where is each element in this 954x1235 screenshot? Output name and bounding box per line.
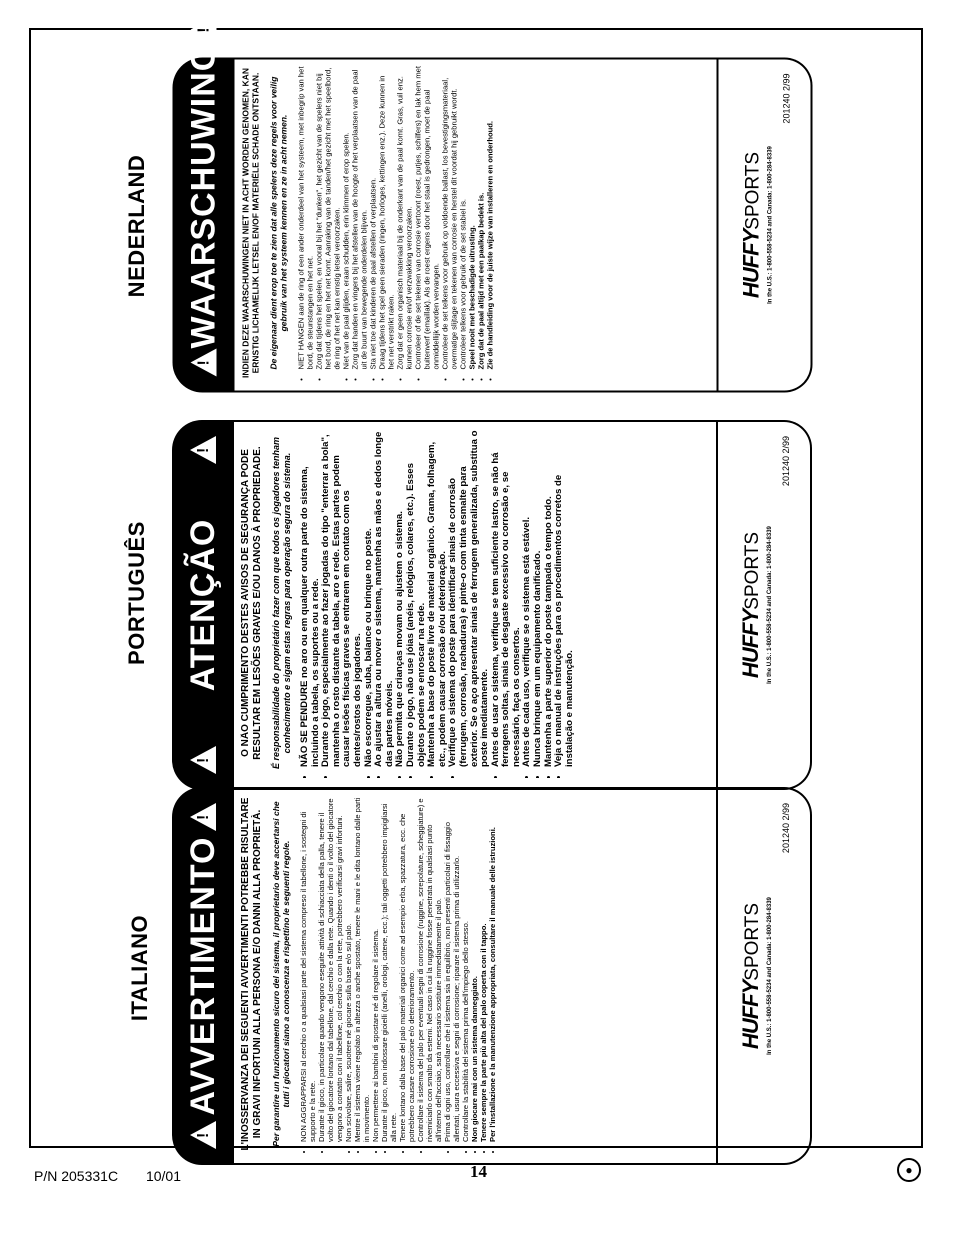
panel-owner-note-pt: É responsabilidade do proprietário fazer com que todos os jogadores tenham conhecimento e sigam estas regras para operação segura do sistema. [271,436,292,770]
rule-item: • Controleer telkens voor gebruik of de set stabiel is. [458,65,467,369]
rule-item: • Niet van de paal glijden, eraan schudden, erin klimmen of erop spelen. [341,65,350,369]
rule-item: • Controleer de set telkens voor gebruik op voldoende ballast, los bevestigingsmateriaal, overmatige slijtage en tekenen van corrosie en herstel dit voordat hij gebruikt wordt. [440,65,458,369]
panel-title-nl: WAARSCHUWING [183,43,222,348]
brand-name: HUFFY [737,609,763,679]
rule-item: • Prima di ogni uso, controllare che il sistema sia in equilibrio, non presenti particolari di fissaggio allentati, usura eccessiva e segni di corrosione; riparare il sistema prima di utilizzarlo. [443,795,461,1142]
rule-item: • Antes de cada uso, verifique se o sistema está estável. [522,428,533,767]
panel-owner-note-nl: De eigenaar dient erop toe te zien dat alle spelers deze regels voor veilig gebruik van het systeem kennen en ze in acht nemen. [268,76,288,369]
brand-suffix: SPORTS [741,531,763,610]
huffy-sports-logo [738,903,764,1049]
page-number: 14 [470,1162,487,1181]
rule-item: • Zorg dat de paal altijd met een paalkap bedekt is. [476,65,485,369]
panel-rules-pt [300,428,575,778]
rule-item: • Antes de usar o sistema, verifique se tem suficiente lastro, se não há ferragens soltas, sinais de desgaste excessivo ou corrosão e, se necessário, faça os consertos. [491,428,523,767]
rule-item: • NIET HANGEN aan de ring of een ander onderdeel van het systeem, met inbegrip van het bord, de steunstangen en het net. [296,65,314,369]
rule-item: • Non giocare mai con un sistema danneggiato. [470,795,479,1142]
rule-item: • Zorg dat er geen organisch materiaal bij de onderkant van de paal komt. Gras, vuil enz. kunnen corrosie en/of verzwakking veroorzaken. [395,65,413,369]
language-label-it: ITALIANO [127,914,152,1022]
rule-item: • Mentre il sistema viene regolato in altezza o anche spostato, tenere le mani e le dita lontano dalle parti in movimento. [353,795,371,1142]
huffy-sports-logo [738,532,764,678]
warning-triangle-icon: ! [190,348,216,376]
panel-body-pt [234,420,812,790]
rule-item: • Non scivolare, salire, scuotere né giocare sulla base e/o sul palo. [344,795,353,1142]
language-label-pt: PORTUGUÊS [124,521,149,665]
panel-intro-pt: O NÃO CUMPRIMENTO DESTES AVISOS DE SEGURANÇA PODE RESULTAR EM LESÕES GRAVES E/OU DANOS À PROPRIEDADE. [240,446,263,760]
huffy-sports-logo [738,151,764,297]
rule-item: • Tenere lontano dalla base del palo materiali organici come ad esempio erba, spazzatura, ecc. che potrebbero causare corrosione e/o deterioramento. [398,795,416,1142]
rule-item: • Verifique o sistema do poste para identificar sinais de corrosão (ferrugem, corrosão, rachaduras) e pinte-o com tinta esmalte para exterior. Se o aço apresentar sinais de ferrugem generalizada, substitua o poste imediatamente. [448,428,490,767]
brand-suffix: SPORTS [741,902,763,981]
rule-item: • Controleer of de set tekenen van corrosie vertoont (roest, putjes, schilfers) en lak hem met buitenverf (emaillak). Als de roest ergens door het staal is gedrongen, moet de paal onmiddellijk worden vervangen. [413,65,440,369]
rule-item: • Tenere sempre la parte più alta del palo coperta con il tappo. [479,795,488,1142]
rule-item: • Mantenha a base do poste livre de material orgânico. Grama, folhagem, etc., podem causar corrosão e/ou deterioração. [427,428,448,767]
panel-owner-note-it: Per garantire un funzionamento sicuro del sistema, il proprietario deve accertarsi che tutti i giocatori siano a conoscenza e rispettino le seguenti regole. [271,801,291,1147]
warning-panel-nl [172,26,812,392]
rule-item: • Zorg dat handen en vingers bij het afstellen van de hoogte of het verplaatsen van de paal uit de buurt van bewegende onderdelen blijven. [350,65,368,369]
panel-header-nl [172,26,234,392]
panel-phone-pt: In the U.S.: 1-800-558-5234 and Canada: 1-800-284-8339 [766,526,773,684]
panel-phone-nl: In the U.S.: 1-800-558-5234 and Canada: 1-800-284-8339 [766,145,773,304]
panel-text-nl [240,65,718,380]
warning-triangle-icon: ! [190,436,216,464]
panel-code-nl: 201240 2/99 [780,73,791,124]
panel-footer-nl [716,59,810,390]
rule-item: • Per l'installazione e la manutenzione appropriata, consultare il manuale delle istruzioni. [488,795,497,1142]
panel-header-it [172,787,234,1165]
print-date: 10/01 [145,1168,181,1184]
rule-item: • Durante il gioco, non indossare gioielli (anelli, orologi, catene, ecc.); tali oggetti potrebbero impigliarsi alla rete. [380,795,398,1142]
warning-panel-it [172,787,812,1165]
footer-part-number [34,1168,181,1184]
panel-phone-it: In the U.S.: 1-800-558-5234 and Canada: 1-800-284-8339 [766,897,773,1055]
rule-item: • NON AGGRAPPARSI al cerchio o a qualsiasi parte del sistema compreso il tabellone, i sostegni di supporto e la rete. [299,795,317,1142]
rule-item: • Draag tijdens het spel geen sieraden (ringen, horloges, kettingen enz.). Deze kunnen in het net verstrikt raken. [377,65,395,369]
panel-body-it [234,787,812,1165]
panel-text-it [240,795,718,1153]
panel-title-pt: ATENÇÃO [183,518,222,692]
brand-name: HUFFY [737,229,763,298]
brand-name: HUFFY [737,980,763,1050]
rule-item: • Zie de handleiding voor de juiste wijze van installeren en onderhoud. [485,65,494,369]
panel-rules-nl [296,65,494,380]
warning-triangle-icon: ! [190,15,216,43]
warning-triangle-icon: ! [190,746,216,774]
panel-text-pt [240,428,718,778]
rule-item: • Mantenha a parte superior do poste tampada o tempo todo. [544,428,555,767]
rule-item: • Controllare il sistema del palo per eventuali segni di corrosione (ruggine, screpolature, scheggiature) e riverniciarlo con smalto da esterni. Nel caso in cui la ruggine fosse penetrata in qualsiasi punto all'interno dell'acciaio, sarà necessario sostituire immediatamente il palo. [416,795,443,1142]
rule-item: • Speel nooit met beschadigde uitrusting. [467,65,476,369]
rule-item: • Nunca brinque em um equipamento danificado. [533,428,544,767]
language-label-nl: NEDERLAND [124,154,149,298]
panel-intro-it: L'INOSSERVANZA DEI SEGUENTI AVVERTIMENTI POTREBBE RISULTARE IN GRAVI INFORTUNI ALLA PERSONA E/O DANNI ALLA PROPRIETÀ. [240,797,263,1151]
brand-suffix: SPORTS [741,151,763,230]
rule-item: • Sta niet toe dat kinderen de paal afstellen of verplaatsen. [368,65,377,369]
rule-item: • Não permita que crianças movam ou ajustem o sistema. [395,428,406,767]
huffy-basketball-logo-icon: ● [897,1158,921,1182]
panel-header-pt [172,420,234,790]
panel-intro-nl: INDIEN DEZE WAARSCHUWINGEN NIET IN ACHT WORDEN GENOMEN, KAN ERNSTIG LICHAMELIJK LETSEL EN/OF MATERIËLE SCHADE ONTSTAAN. [240,67,260,378]
panel-footer-it [716,789,810,1163]
rule-item: • Controllare la stabilità del sistema prima dell'impiego dello stesso. [461,795,470,1142]
rule-item: • NÃO SE PENDURE no aro ou em qualquer outra parte do sistema, incluindo a tabela, os suportes ou a rede. [300,428,321,767]
part-number: P/N 205331C [34,1168,119,1184]
rule-item: • Non permettere ai bambini di spostare né di regolare il sistema. [371,795,380,1142]
panel-footer-pt [716,422,810,788]
rule-item: • Durante il gioco, in particolare quando vengono eseguite attività di schiacciata della palla, tenere il volto del giocatore lontano dal tabellone, dal cerchio e dalla rete. Quando i denti o il volto del giocatore vengono a contatto con il tabellone, col cerchio o con la rete, potrebbero verificarsi gravi infortuni. [317,795,344,1142]
warning-triangle-icon: ! [190,803,216,831]
panel-body-nl [234,57,812,392]
rule-item: • Veja o manual de instruções para os procedimentos corretos de instalação e manutenção. [554,428,575,767]
rule-item: • Não escorregue, suba, balance ou brinque no poste. [364,428,375,767]
warning-triangle-icon: ! [190,1121,216,1149]
rule-item: • Durante o jogo, não use jóias (anéis, relógios, colares, etc.). Esses objetos podem se enroscar na rede. [406,428,427,767]
rule-item: • Ao ajustar a altura ou mover o sistema, mantenha as mãos e dedos longe das partes móveis. [374,428,395,767]
rule-item: • Zorg dat tijdens het spelen, en vooral bij het "dunken", het gezicht van de spelers niet bij het bord, de ring en het net komt. Aanraking van de tanden/het gezicht met het speelbord, de ring of het net kan ernstig letsel veroorzaken. [314,65,341,369]
panel-code-pt: 201240 2/99 [780,436,791,487]
rule-item: • Durante o jogo, especialmente ao fazer jogadas do tipo "enterrar a bola", mantenha o rosto distante da tabela, aro e rede. Estas partes podem causar lesões físicas graves se entrarem em contato com os dentes/rostos dos jogadores. [321,428,363,767]
panel-title-it: AVVERTIMENTO [183,836,222,1116]
warning-panel-pt [172,420,812,790]
panel-rules-it [299,795,497,1153]
panel-code-it: 201240 2/99 [780,803,791,854]
